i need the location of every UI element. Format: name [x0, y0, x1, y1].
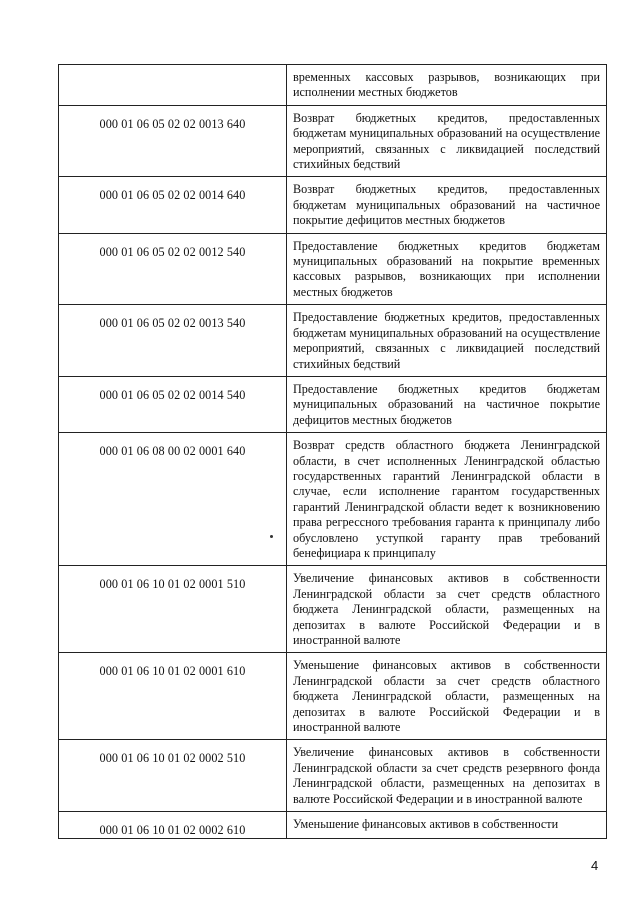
table-row	[59, 740, 607, 812]
table-row	[59, 177, 607, 233]
page-number: 4	[591, 858, 599, 873]
table-row	[59, 65, 607, 106]
description-cell: временных кассовых разрывов, возникающих при исполнении местных бюджетов	[287, 65, 607, 106]
code-cell: 000 01 06 05 02 02 0013 640	[59, 105, 287, 177]
code-cell: 000 01 06 05 02 02 0013 540	[59, 305, 287, 377]
code-cell: 000 01 06 05 02 02 0014 640	[59, 177, 287, 233]
description-cell: Увеличение финансовых активов в собственности Ленинградской области за счет средств резервного фонда Ленинградской области, размещенных на депозитах в валюте Российской Федерации и в иностранной валюте	[287, 740, 607, 812]
table-row	[59, 105, 607, 177]
description-cell: Предоставление бюджетных кредитов бюджетам муниципальных образований на покрытие временных кассовых разрывов, возникающих при исполнении местных бюджетов	[287, 233, 607, 305]
description-cell: Возврат средств областного бюджета Ленинградской области, в счет исполненных Ленинградской областью государственных гарантий Ленинградской области в случае, если исполнение гарантом государственных гарантий Ленинградской области ведет к возникновению права регрессного требования гаранта к принципалу либо обусловлено уступкой гаранту прав требований бенефициара к принципалу	[287, 433, 607, 566]
code-cell: 000 01 06 10 01 02 0002 510	[59, 740, 287, 812]
table-row	[59, 653, 607, 740]
description-cell: Уменьшение финансовых активов в собственности	[287, 812, 607, 839]
table-row	[59, 812, 607, 839]
code-cell: 000 01 06 10 01 02 0001 510	[59, 566, 287, 653]
table-row	[59, 433, 607, 566]
code-cell	[59, 65, 287, 106]
code-cell: 000 01 06 05 02 02 0014 540	[59, 376, 287, 432]
code-cell: 000 01 06 08 00 02 0001 640	[59, 433, 287, 566]
budget-classification-table	[58, 64, 607, 839]
description-cell: Предоставление бюджетных кредитов бюджетам муниципальных образований на частичное покрытие дефицитов местных бюджетов	[287, 376, 607, 432]
table-row	[59, 376, 607, 432]
scan-speck	[270, 535, 273, 538]
table-row	[59, 305, 607, 377]
description-cell: Предоставление бюджетных кредитов, предоставленных бюджетам муниципальных образований на осуществление мероприятий, связанных с ликвидацией последствий стихийных бедствий	[287, 305, 607, 377]
table-row	[59, 566, 607, 653]
code-cell: 000 01 06 10 01 02 0002 610	[59, 812, 287, 839]
description-cell: Возврат бюджетных кредитов, предоставленных бюджетам муниципальных образований на осуществление мероприятий, связанных с ликвидацией последствий стихийных бедствий	[287, 105, 607, 177]
description-cell: Возврат бюджетных кредитов, предоставленных бюджетам муниципальных образований на частичное покрытие дефицитов местных бюджетов	[287, 177, 607, 233]
table-row	[59, 233, 607, 305]
description-cell: Увеличение финансовых активов в собственности Ленинградской области за счет средств областного бюджета Ленинградской области, размещенных на депозитах в валюте Российской Федерации и в иностранной валюте	[287, 566, 607, 653]
code-cell: 000 01 06 10 01 02 0001 610	[59, 653, 287, 740]
description-cell: Уменьшение финансовых активов в собственности Ленинградской области за счет средств областного бюджета Ленинградской области, размещенных на депозитах в валюте Российской Федерации и в иностранной валюте	[287, 653, 607, 740]
code-cell: 000 01 06 05 02 02 0012 540	[59, 233, 287, 305]
